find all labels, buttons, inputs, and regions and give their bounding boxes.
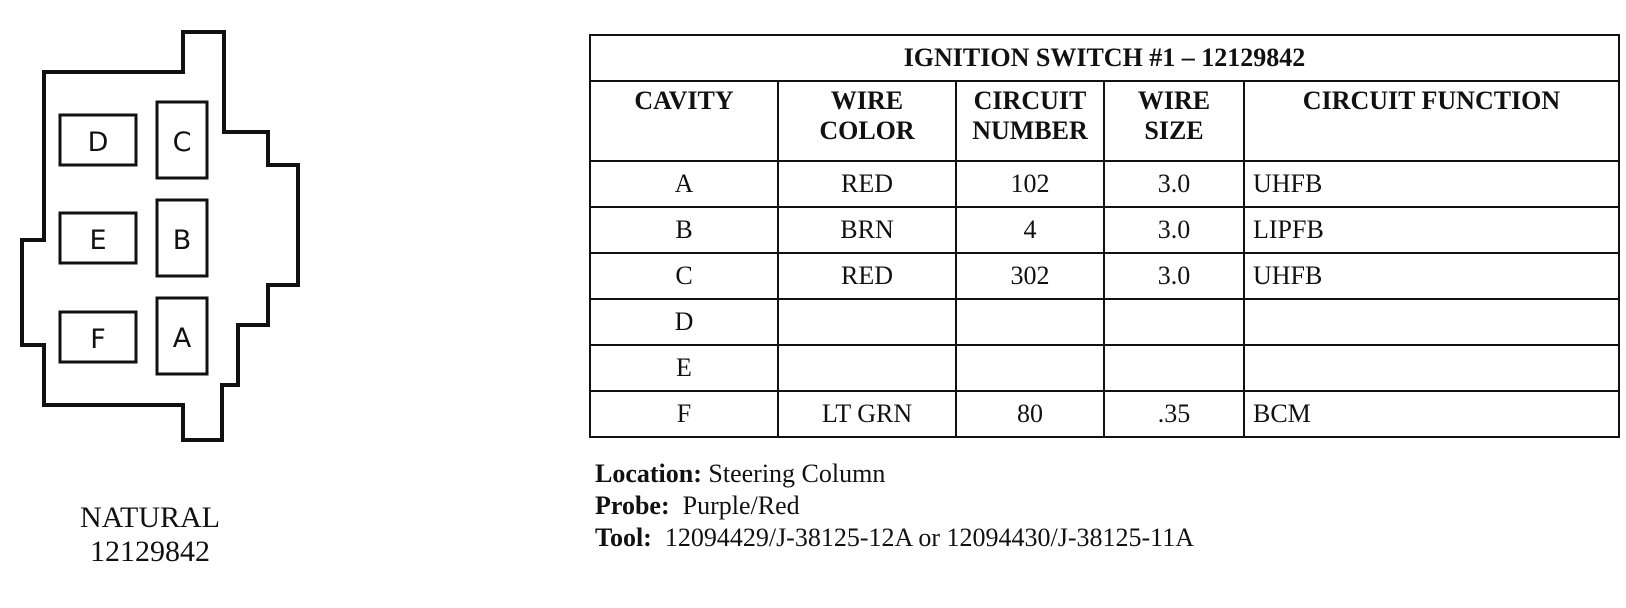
connector-part-number: 12129842 [90,535,210,568]
pinout-table [589,34,1620,438]
cell-circuit-function: LIPFB [1244,207,1619,253]
header-cavity: CAVITY [590,81,778,161]
connector-color: NATURAL [80,501,220,534]
cell-wire-size: 3.0 [1104,253,1244,299]
cell-circuit-function: BCM [1244,391,1619,437]
probe-value: Purple/Red [682,491,800,520]
cell-cavity: B [590,207,778,253]
cell-wire-size: 3.0 [1104,207,1244,253]
location-value: Steering Column [708,459,886,488]
tool-label: Tool: [595,523,652,552]
cell-wire-color: RED [778,253,956,299]
table-row [590,345,1619,391]
cell-circuit-function [1244,299,1619,345]
cell-wire-size: 3.0 [1104,161,1244,207]
cell-circuit-number [956,345,1104,391]
cell-wire-color [778,345,956,391]
header-wire-color: WIRE COLOR [778,81,956,161]
table-row [590,207,1619,253]
cell-circuit-function: UHFB [1244,253,1619,299]
cell-circuit-number: 4 [956,207,1104,253]
probe-label: Probe: [595,491,670,520]
cavity-c [157,102,207,178]
cavity-f-label: F [90,324,106,355]
cavity-e [60,213,136,263]
cavity-d-label: D [87,127,109,158]
cavity-a-label: A [172,323,192,354]
table-row [590,299,1619,345]
cell-circuit-number: 102 [956,161,1104,207]
location-line [595,458,1194,490]
cell-cavity: A [590,161,778,207]
cell-circuit-number [956,299,1104,345]
tool-value: 12094429/J-38125-12A or 12094430/J-38125-11A [664,523,1194,552]
cell-wire-color: BRN [778,207,956,253]
cell-cavity: D [590,299,778,345]
cavity-b [157,200,207,276]
cavity-c-label: C [172,127,192,158]
cavity-b-label: B [172,225,192,256]
cell-wire-size: .35 [1104,391,1244,437]
table-title: IGNITION SWITCH #1 – 12129842 [590,35,1619,81]
cell-wire-color [778,299,956,345]
cell-wire-color: LT GRN [778,391,956,437]
connector-outline [22,32,298,440]
cell-circuit-function [1244,345,1619,391]
cell-cavity: E [590,345,778,391]
connector-notes [595,458,1194,554]
table-header-row [590,81,1619,161]
table-row [590,161,1619,207]
cell-cavity: F [590,391,778,437]
cell-wire-size [1104,345,1244,391]
cell-circuit-number: 80 [956,391,1104,437]
cavity-f [60,312,136,362]
cavity-d [60,115,136,165]
table-row [590,391,1619,437]
cell-cavity: C [590,253,778,299]
header-wire-size: WIRE SIZE [1104,81,1244,161]
cell-circuit-function: UHFB [1244,161,1619,207]
location-label: Location: [595,459,702,488]
probe-line [595,490,1194,522]
header-circuit-function: CIRCUIT FUNCTION [1244,81,1619,161]
header-circuit-number: CIRCUIT NUMBER [956,81,1104,161]
cell-circuit-number: 302 [956,253,1104,299]
table-row [590,253,1619,299]
cavity-a [157,298,207,374]
cavity-e-label: E [89,225,107,256]
tool-line [595,522,1194,554]
cell-wire-size [1104,299,1244,345]
cell-wire-color: RED [778,161,956,207]
pinout-table-container [589,34,1620,438]
